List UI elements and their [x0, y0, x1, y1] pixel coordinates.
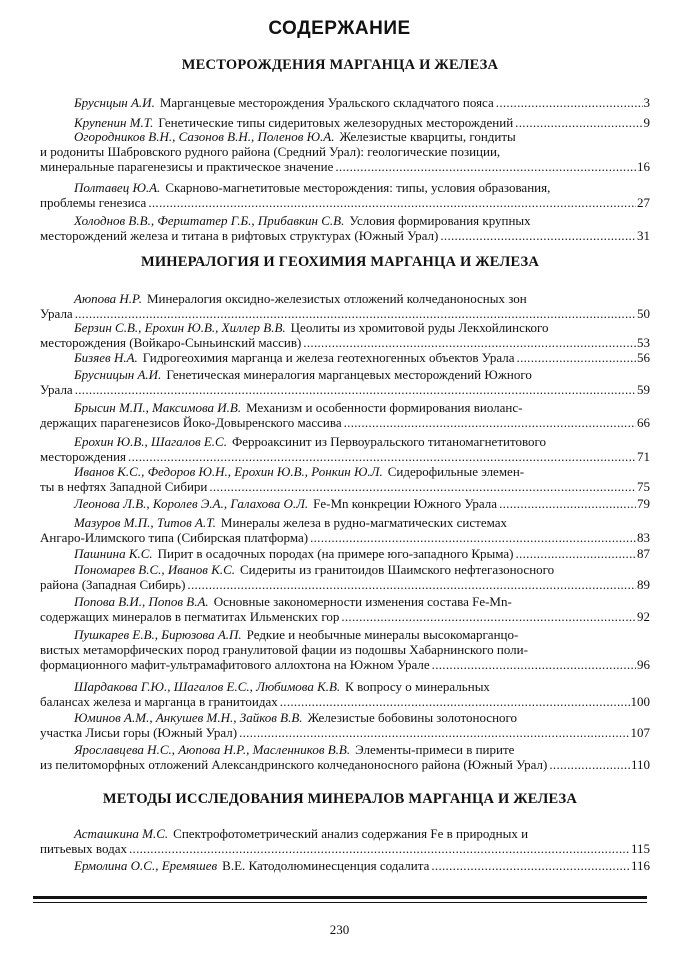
section-title: МИНЕРАЛОГИЯ И ГЕОХИМИЯ МАРГАНЦА И ЖЕЛЕЗА — [140, 254, 540, 270]
entry-title: вистых метаморфических пород гранулитовой фации из подошвы Хабарнинского поли- — [40, 642, 528, 657]
entry-authors: Попова В.И., Попов В.А. — [74, 594, 209, 609]
toc-entry-line — [40, 415, 650, 430]
toc-entry — [40, 594, 650, 624]
dot-leader — [187, 577, 636, 592]
entry-title: Сидерофильные элемен- — [387, 464, 525, 479]
entry-title: К вопросу о минеральных — [345, 679, 490, 694]
entry-authors: Асташкина М.С. — [74, 826, 169, 841]
toc-entry-line — [40, 679, 650, 694]
entry-title: Урала — [40, 382, 73, 397]
entry-authors: Аюпова Н.Р. — [74, 291, 142, 306]
entry-page: 92 — [637, 609, 650, 624]
toc-entry-line — [40, 350, 650, 365]
entry-page: 100 — [630, 694, 650, 709]
dot-leader — [496, 95, 643, 110]
dot-leader — [432, 657, 636, 672]
toc-entry — [40, 434, 650, 464]
dot-leader — [209, 479, 636, 494]
toc-entry-line — [40, 228, 650, 243]
dot-leader — [75, 306, 636, 321]
entry-title: Минералы железа в рудно-магматических системах — [220, 515, 507, 530]
toc-entry-line — [40, 306, 650, 321]
entry-authors: Полтавец Ю.А. — [74, 180, 161, 195]
toc-entry-line — [40, 367, 650, 382]
entry-authors: Юминов А.М., Анкушев М.Н., Зайков В.В. — [74, 710, 303, 725]
entry-page: 59 — [637, 382, 650, 397]
toc-entry-line — [40, 826, 650, 841]
toc-entry — [40, 320, 650, 350]
entry-title: Железистые кварциты, гондиты — [339, 129, 516, 144]
toc-entry-line — [40, 546, 650, 561]
entry-title: Генетическая минералогия марганцевых месторождений Южного — [166, 367, 532, 382]
toc-entry-line — [40, 710, 650, 725]
entry-page: 75 — [637, 479, 650, 494]
entry-page: 115 — [630, 841, 650, 856]
toc-entry-line — [40, 577, 650, 592]
toc-entry — [40, 115, 650, 130]
toc-entry-line — [40, 530, 650, 545]
entry-title: Элементы-примеси в пирите — [355, 742, 515, 757]
toc-entry — [40, 291, 650, 321]
entry-authors: Ярославцева Н.С., Аюпова Н.Р., Масленников В.В. — [74, 742, 351, 757]
entry-title: Цеолиты из хромитовой руды Лекхойлинского — [290, 320, 549, 335]
toc-entry-line — [40, 449, 650, 464]
toc-entry-line — [40, 562, 650, 577]
entry-page: 89 — [637, 577, 650, 592]
toc-entry — [40, 464, 650, 494]
toc-entry-line — [40, 159, 650, 174]
toc-entry — [40, 679, 650, 709]
entry-page: 79 — [637, 496, 650, 511]
entry-page: 56 — [637, 350, 650, 365]
toc-entry — [40, 710, 650, 740]
toc-entry-line — [40, 382, 650, 397]
entry-authors: Пашнина К.С. — [74, 546, 153, 561]
entry-title: и родониты Шабровского рудного района (Средний Урал): геологические позиции, — [40, 144, 501, 159]
entry-title: Механизм и особенности формирования виоланс- — [246, 400, 523, 415]
entry-page: 96 — [637, 657, 650, 672]
toc-entry-line — [40, 757, 650, 772]
entry-title: Основные закономерности изменения состава Fe-Mn- — [213, 594, 512, 609]
entry-authors: Огородников В.Н., Сазонов В.Н., Поленов Ю.А. — [74, 129, 335, 144]
dot-leader — [515, 115, 642, 130]
entry-page: 3 — [643, 95, 650, 110]
toc-entry-line — [40, 180, 650, 195]
page-number: 230 — [329, 922, 350, 937]
entry-title: В.Е. Катодолюминесценция содалита — [222, 858, 430, 873]
toc-entry — [40, 826, 650, 856]
toc-entry-line — [40, 594, 650, 609]
entry-page: 50 — [637, 306, 650, 321]
entry-title: проблемы генезиса — [40, 195, 147, 210]
footer-rule-thin — [33, 902, 647, 903]
entry-title: Ангаро-Илимского типа (Сибирская платформа) — [40, 530, 309, 545]
toc-entry — [40, 858, 650, 873]
entry-title: минеральные парагенезисы и практическое значение — [40, 159, 334, 174]
entry-authors: Брысин М.П., Максимова И.В. — [74, 400, 242, 415]
toc-entry — [40, 213, 650, 243]
entry-title: Пирит в осадочных породах (на примере юго-западного Крыма) — [157, 546, 514, 561]
toc-entry — [40, 515, 650, 545]
toc-entry-line — [40, 434, 650, 449]
toc-entry-line — [40, 642, 650, 657]
entry-title: формационного мафит-ультрамафитового аллохтона на Южном Урале — [40, 657, 430, 672]
entry-title: из пелитоморфных отложений Александринского колчеданоносного района (Южный Урал) — [40, 757, 548, 772]
entry-page: 83 — [637, 530, 650, 545]
entry-authors: Бруснцын А.И. — [74, 95, 155, 110]
dot-leader — [344, 415, 636, 430]
entry-authors: Иванов К.С., Федоров Ю.Н., Ерохин Ю.В., Ронкин Ю.Л. — [74, 464, 383, 479]
toc-entry — [40, 180, 650, 210]
toc-entry — [40, 400, 650, 430]
page-title: СОДЕРЖАНИЕ — [268, 18, 411, 39]
toc-entry-line — [40, 129, 650, 144]
section-title: МЕТОДЫ ИССЛЕДОВАНИЯ МИНЕРАЛОВ МАРГАНЦА И ЖЕЛЕЗА — [102, 791, 578, 807]
toc-entry-line — [40, 291, 650, 306]
entry-title: Марганцевые месторождения Уральского складчатого пояса — [159, 95, 494, 110]
dot-leader — [280, 694, 630, 709]
toc-entry — [40, 496, 650, 511]
entry-title: Минералогия оксидно-железистых отложений колчеданоносных зон — [146, 291, 527, 306]
dot-leader — [310, 530, 636, 545]
toc-entry-line — [40, 627, 650, 642]
entry-page: 16 — [637, 159, 650, 174]
dot-leader — [516, 546, 637, 561]
entry-title: Спектрофотометрический анализ содержания Fe в природных и — [173, 826, 529, 841]
entry-title: Сидериты из гранитоидов Шаимского нефтегазоносного — [240, 562, 555, 577]
entry-authors: Пушкарев Е.В., Бирюзова А.П. — [74, 627, 242, 642]
entry-title: месторождений железа и титана в рифтовых структурах (Южный Урал) — [40, 228, 439, 243]
dot-leader — [499, 496, 636, 511]
toc-entry-line — [40, 609, 650, 624]
dot-leader — [431, 858, 630, 873]
entry-title: Гидрогеохимия марганца и железа геотехногенных объектов Урала — [142, 350, 515, 365]
dot-leader — [129, 841, 630, 856]
entry-title: Условия формирования крупных — [349, 213, 531, 228]
toc-entry-line — [40, 400, 650, 415]
toc-entry-line — [40, 841, 650, 856]
entry-title: района (Западная Сибирь) — [40, 577, 186, 592]
entry-title: Ферроаксинит из Первоуральского титаномагнетитового — [231, 434, 547, 449]
toc-entry-line — [40, 742, 650, 757]
entry-title: Fe-Mn конкреции Южного Урала — [313, 496, 498, 511]
entry-authors: Пономарев В.С., Иванов К.С. — [74, 562, 236, 577]
toc-entry-line — [40, 496, 650, 511]
entry-page: 66 — [637, 415, 650, 430]
dot-leader — [239, 725, 629, 740]
entry-title: Урала — [40, 306, 73, 321]
entry-authors: Ерохин Ю.В., Шагалов Е.С. — [74, 434, 227, 449]
toc-entry — [40, 129, 650, 174]
toc-entry — [40, 627, 650, 672]
toc-entry-line — [40, 515, 650, 530]
entry-title: содержащих минералов в пегматитах Ильменских гор — [40, 609, 340, 624]
dot-leader — [148, 195, 636, 210]
entry-title: ты в нефтях Западной Сибири — [40, 479, 208, 494]
toc-entry-line — [40, 725, 650, 740]
entry-authors: Брусницын А.И. — [74, 367, 162, 382]
dot-leader — [75, 382, 636, 397]
dot-leader — [303, 335, 636, 350]
entry-authors: Ермолина О.С., Еремяшев — [74, 858, 218, 873]
toc-entry — [40, 742, 650, 772]
toc-entry-line — [40, 213, 650, 228]
entry-page: 27 — [637, 195, 650, 210]
entry-page: 107 — [630, 725, 650, 740]
toc-entry-line — [40, 464, 650, 479]
toc-entry-line — [40, 115, 650, 130]
toc-entry-line — [40, 320, 650, 335]
toc-entry — [40, 546, 650, 561]
entry-page: 116 — [630, 858, 650, 873]
dot-leader — [549, 757, 630, 772]
entry-authors: Берзин С.В., Ерохин Ю.В., Хиллер В.В. — [74, 320, 286, 335]
toc-entry-line — [40, 657, 650, 672]
entry-title: Редкие и необычные минералы высокомарганцо- — [246, 627, 519, 642]
toc-entry — [40, 562, 650, 592]
section-title: МЕСТОРОЖДЕНИЯ МАРГАНЦА И ЖЕЛЕЗА — [181, 57, 499, 73]
entry-title: Железистые бобовины золотоносного — [307, 710, 518, 725]
entry-page: 53 — [637, 335, 650, 350]
entry-title: питьевых водах — [40, 841, 127, 856]
toc-entry-line — [40, 195, 650, 210]
entry-authors: Мазуров М.П., Титов А.Т. — [74, 515, 216, 530]
entry-page: 71 — [637, 449, 650, 464]
dot-leader — [341, 609, 636, 624]
entry-authors: Холоднов В.В., Ферштатер Г.Б., Прибавкин С.В. — [74, 213, 345, 228]
toc-entry-line — [40, 335, 650, 350]
footer-rule-thick — [33, 896, 647, 899]
entry-title: месторождения (Войкаро-Сыньинский массив) — [40, 335, 302, 350]
toc-entry — [40, 350, 650, 365]
dot-leader — [335, 159, 636, 174]
entry-authors: Крупенин М.Т. — [74, 115, 154, 130]
entry-page: 87 — [637, 546, 650, 561]
entry-title: Скарново-магнетитовые месторождения: типы, условия образования, — [165, 180, 551, 195]
toc-entry-line — [40, 694, 650, 709]
toc-entry — [40, 367, 650, 397]
entry-authors: Леонова Л.В., Королев Э.А., Галахова О.Л. — [74, 496, 309, 511]
entry-title: Генетические типы сидеритовых железорудных месторождений — [158, 115, 514, 130]
dot-leader — [517, 350, 636, 365]
dot-leader — [128, 449, 636, 464]
entry-title: балансах железа и марганца в гранитоидах — [40, 694, 278, 709]
entry-page: 9 — [643, 115, 650, 130]
entry-title: месторождения — [40, 449, 127, 464]
toc-entry-line — [40, 144, 650, 159]
toc-entry-line — [40, 858, 650, 873]
entry-title: участка Лисьи горы (Южный Урал) — [40, 725, 238, 740]
entry-authors: Шардакова Г.Ю., Шагалов Е.С., Любимова К.В. — [74, 679, 341, 694]
toc-entry-line — [40, 479, 650, 494]
toc-entry-line — [40, 95, 650, 110]
toc-entry — [40, 95, 650, 110]
entry-authors: Бизяев Н.А. — [74, 350, 138, 365]
entry-page: 31 — [637, 228, 650, 243]
dot-leader — [440, 228, 636, 243]
entry-page: 110 — [630, 757, 650, 772]
entry-title: держащих парагенезисов Йоко-Довыренского массива — [40, 415, 342, 430]
